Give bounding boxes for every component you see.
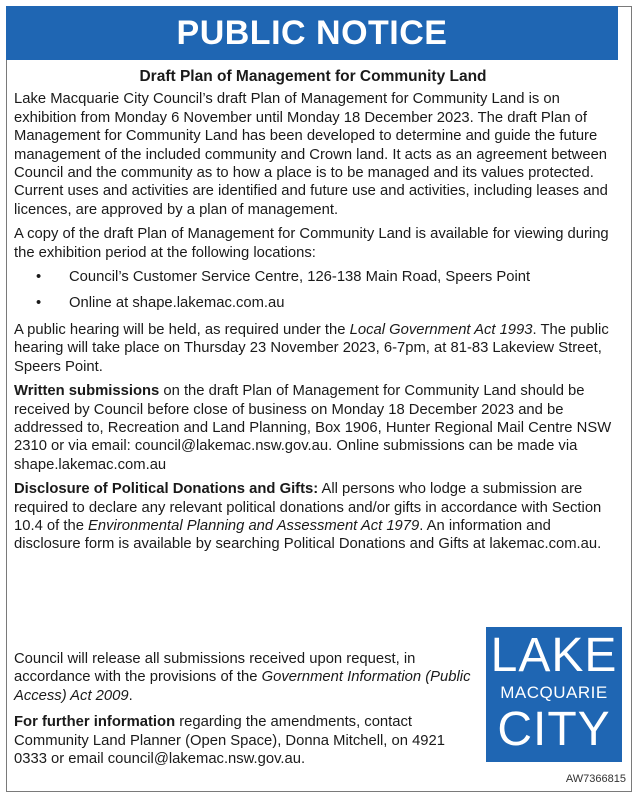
bullet-icon: • — [36, 269, 42, 286]
written-submissions-label: Written submissions — [14, 383, 160, 400]
further-info-text: regarding the amendments, contact Community Land Planner (Open Space), Donna Mitchell, on 4921 0333 or email council@lakemac.nsw.gov.au. — [14, 714, 445, 768]
hearing-text: A public hearing will be held, as required under the — [14, 321, 350, 338]
hearing-act: Local Government Act 1993 — [349, 321, 533, 338]
notice-body — [14, 68, 612, 560]
list-item — [14, 268, 612, 286]
list-item — [14, 294, 612, 312]
further-info-paragraph — [14, 713, 474, 768]
notice-banner — [6, 6, 618, 60]
written-submissions-text: on the draft Plan of Management for Community Land should be received by Council before close of business on Monday 18 December 2023 and be addressed to, Recreation and Land Planning, Box 1906, Hunter Regional Mail Centre NSW 2310 or via email: council@lakemac.nsw.gov.au. Online submissions can be made via shape.lakemac.com.au — [14, 383, 612, 473]
bullet-icon: • — [36, 295, 42, 312]
written-submissions-paragraph — [14, 382, 612, 474]
logo-line-macquarie: MACQUARIE — [500, 683, 608, 702]
release-text: Council will release all submissions received upon request, in accordance with the provisions of the — [14, 651, 416, 686]
release-paragraph — [14, 650, 474, 705]
reference-code: AW7366815 — [565, 773, 626, 785]
lower-section — [14, 650, 474, 776]
notice-title: PUBLIC NOTICE — [176, 14, 448, 52]
further-info-label: For further information — [14, 714, 176, 731]
logo-line-lake: LAKE — [490, 629, 618, 682]
disclosure-act: Environmental Planning and Assessment Act 1979 — [88, 517, 420, 534]
lake-macquarie-logo — [486, 627, 622, 762]
intro-paragraph: Lake Macquarie City Council’s draft Plan of Management for Community Land is on exhibition from Monday 6 November until Monday 18 December 2023. The draft Plan of Management for Community Land has been developed to determine and guide the future management of the included community and Crown land. It acts as an agreement between Council and the community as to how a place is to be managed and its values protected. Current uses and activities are identified and future use and activities, including leases and licences, are approved by a plan of management. — [14, 91, 608, 218]
location-text: Council’s Customer Service Centre, 126-138 Main Road, Speers Point — [69, 269, 531, 286]
disclosure-text-end: . An information and disclosure form is available by searching Political Donations and Gifts at lakemac.com.au. — [14, 517, 602, 553]
disclosure-paragraph — [14, 480, 609, 554]
release-text-end: . — [128, 687, 133, 704]
disclosure-text: All persons who lodge a submission are required to declare any relevant political donations and/or gifts in accordance with Section 10.4 of the — [14, 481, 602, 534]
location-text: Online at shape.lakemac.com.au — [69, 295, 285, 312]
release-act: Government Information (Public Access) Act 2009 — [14, 669, 471, 704]
disclosure-label: Disclosure of Political Donations and Gifts: — [14, 481, 319, 498]
copy-paragraph: A copy of the draft Plan of Management for Community Land is available for viewing during the exhibition period at the following locations: — [14, 226, 609, 261]
logo-line-city: CITY — [497, 703, 611, 756]
notice-subtitle: Draft Plan of Management for Community Land — [139, 68, 487, 85]
hearing-paragraph — [14, 321, 612, 376]
hearing-text-end: . The public hearing will take place on Thursday 23 November 2023, 6-7pm, at 81-83 Lakeview Street, Speers Point. — [14, 321, 609, 375]
locations-list — [14, 268, 612, 313]
